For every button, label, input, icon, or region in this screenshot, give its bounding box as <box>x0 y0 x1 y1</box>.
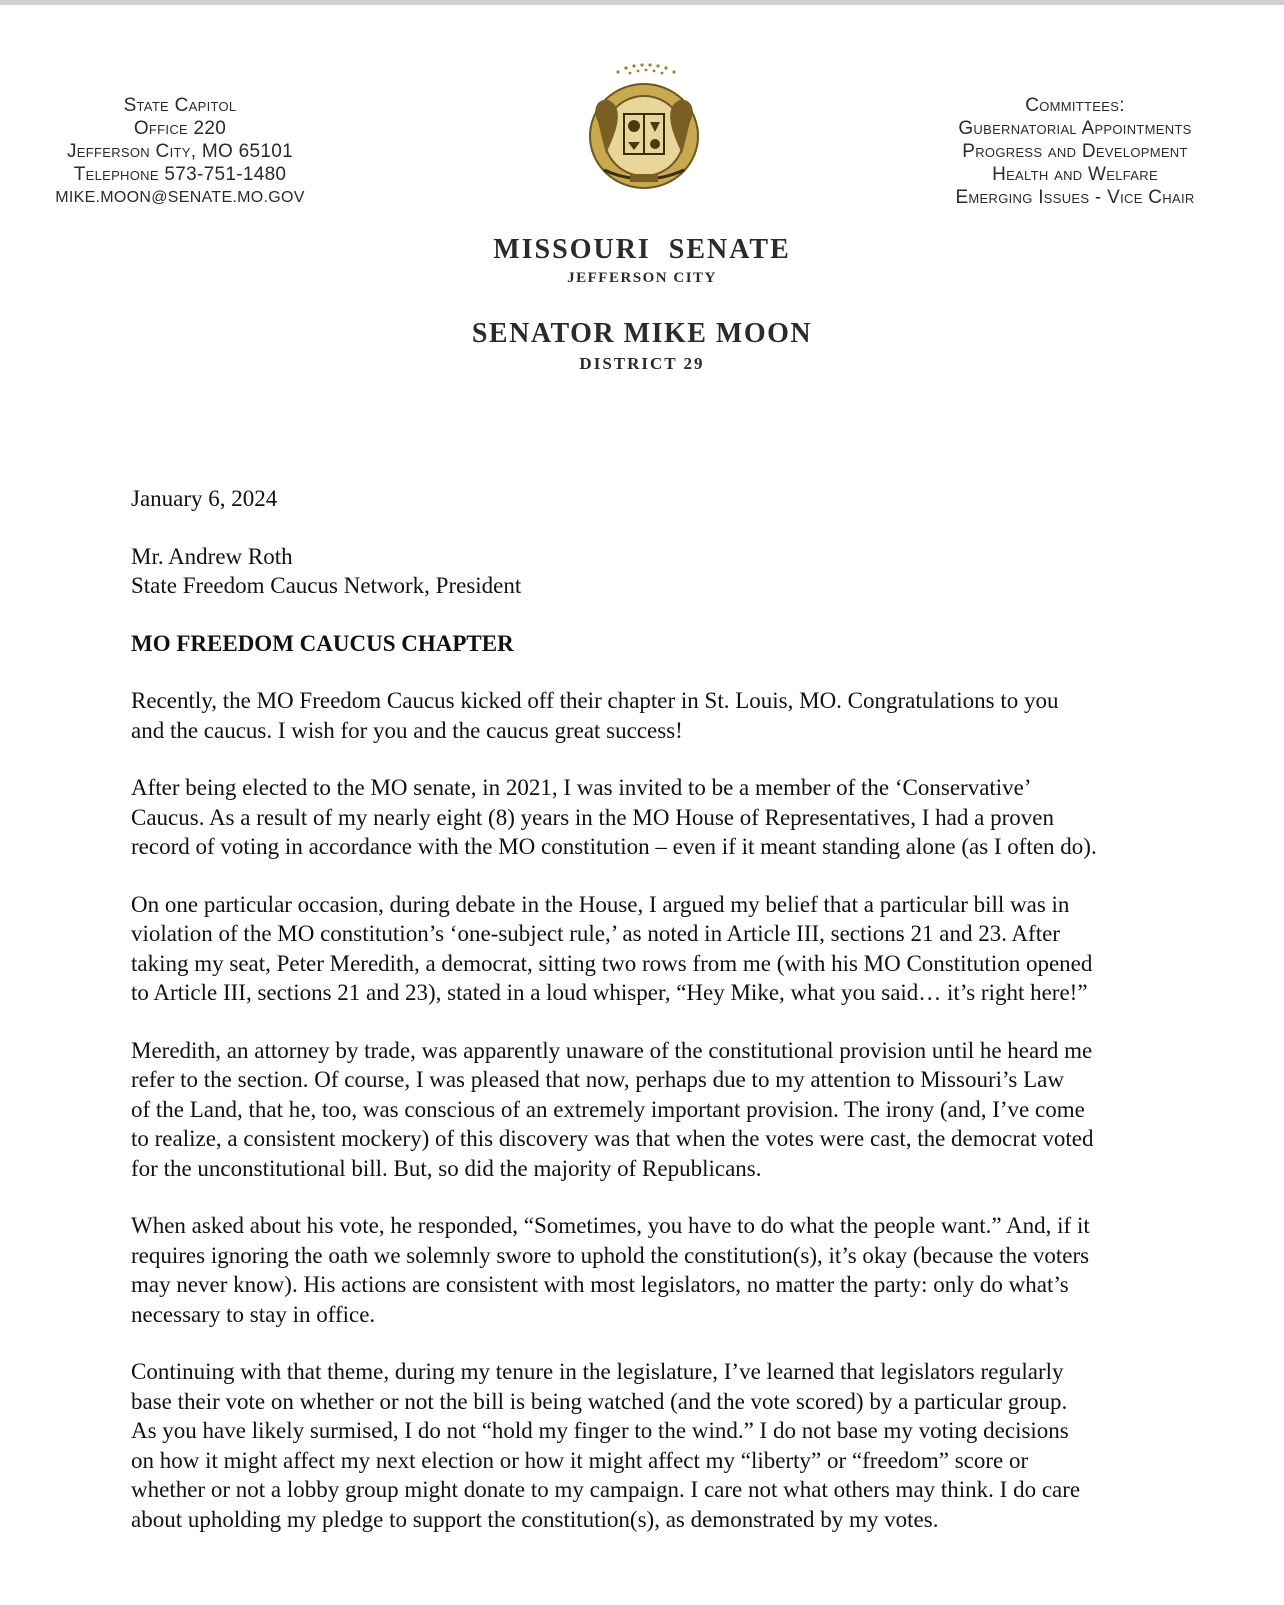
address-line: State Capitol <box>123 95 237 116</box>
paragraph <box>131 1211 1211 1329</box>
paragraph-line: about upholding my pledge to support the constitution(s), as demonstrated by my votes. <box>131 1506 939 1532</box>
paragraph <box>131 773 1211 862</box>
paragraph-line: Caucus. As a result of my nearly eight (8) years in the MO House of Representatives, I had a proven <box>131 804 1054 830</box>
committees-block <box>905 94 1245 209</box>
paragraph <box>131 1036 1211 1184</box>
address-line: Jefferson City, MO 65101 <box>67 141 293 162</box>
paragraph-line: When asked about his vote, he responded, “Sometimes, you have to do what the people want.” And, if it <box>131 1213 1090 1238</box>
letter-subject: MO FREEDOM CAUCUS CHAPTER <box>131 630 514 656</box>
paragraph-line: refer to the section. Of course, I was pleased that now, perhaps due to my attention to Missouri’s Law <box>131 1067 1064 1092</box>
recipient-name: Mr. Andrew Roth <box>131 543 293 569</box>
paragraph-line: record of voting in accordance with the MO constitution – even if it meant standing alone (as I often do). <box>131 834 1097 859</box>
missouri-state-seal-icon <box>578 62 710 194</box>
paragraph-line: Meredith, an attorney by trade, was apparently unaware of the constitutional provision until he heard me <box>131 1037 1093 1063</box>
paragraph-line: on how it might affect my next election or how it might affect my “liberty” or “freedom” score or <box>131 1447 1029 1473</box>
committee-item: Progress and Development <box>962 141 1188 162</box>
paragraph-line: As you have likely surmised, I do not “hold my finger to the wind.” I do not base my voting decisions <box>131 1418 1069 1443</box>
senator-heading: SENATOR MIKE MOON <box>471 318 813 349</box>
paragraph-line: whether or not a lobby group might donate to my campaign. I care not what others may think. I do care <box>131 1477 1081 1502</box>
recipient-title: State Freedom Caucus Network, President <box>131 573 522 598</box>
senate-heading: MISSOURI SENATE <box>493 234 791 265</box>
paragraph <box>131 890 1211 1008</box>
paragraph-line: requires ignoring the oath we solemnly swore to uphold the constitution(s), it’s okay (because the voters <box>131 1242 1090 1268</box>
paragraph-line: and the caucus. I wish for you and the caucus great success! <box>131 717 683 743</box>
email-line: MIKE.MOON@SENATE.MO.GOV <box>55 189 305 206</box>
district-heading: DISTRICT 29 <box>579 354 705 373</box>
committee-item: Emerging Issues - Vice Chair <box>955 187 1195 208</box>
paragraph-line: necessary to stay in office. <box>131 1301 376 1327</box>
office-address-block <box>20 94 340 209</box>
paragraph-line: to Article III, sections 21 and 23), stated in a loud whisper, “Hey Mike, what you said… it’s right here!” <box>131 980 1088 1005</box>
committees-heading: Committees: <box>1025 95 1125 116</box>
paragraph-line: Continuing with that theme, during my tenure in the legislature, I’ve learned that legislators regularly <box>131 1359 1064 1384</box>
paragraph-line: taking my seat, Peter Meredith, a democrat, sitting two rows from me (with his MO Constitution opened <box>131 950 1093 976</box>
paragraph-line: On one particular occasion, during debate in the House, I argued my belief that a particular bill was in <box>131 891 1070 917</box>
committee-item: Health and Welfare <box>992 164 1158 185</box>
paragraph <box>131 1357 1211 1534</box>
paragraph-line: After being elected to the MO senate, in 2021, I was invited to be a member of the ‘Conservative’ <box>131 775 1032 800</box>
paragraph-line: violation of the MO constitution’s ‘one-subject rule,’ as noted in Article III, sections 21 and 23. After <box>131 921 1060 946</box>
paragraph-line: for the unconstitutional bill. But, so did the majority of Republicans. <box>131 1155 762 1181</box>
recipient-block <box>131 542 1211 601</box>
paragraph-line: to realize, a consistent mockery) of this discovery was that when the votes were cast, the democrat voted <box>131 1126 1094 1151</box>
letter-body <box>131 484 1211 1562</box>
paragraph-line: base their vote on whether or not the bill is being watched (and the vote scored) by a particular group. <box>131 1388 1068 1414</box>
address-line: Telephone 573-751-1480 <box>73 164 287 185</box>
address-line: Office 220 <box>133 118 227 139</box>
scan-top-edge <box>0 0 1284 5</box>
paragraph-line: may never know). His actions are consistent with most legislators, no matter the party: only do what’s <box>131 1272 1069 1297</box>
paragraph-line: Recently, the MO Freedom Caucus kicked off their chapter in St. Louis, MO. Congratulations to you <box>131 688 1059 713</box>
paragraph <box>131 686 1211 745</box>
committee-item: Gubernatorial Appointments <box>958 118 1192 139</box>
city-heading: JEFFERSON CITY <box>567 270 717 286</box>
paragraph-line: of the Land, that he, too, was conscious of an extremely important provision. The irony (and, I’ve come <box>131 1096 1085 1122</box>
letter-date: January 6, 2024 <box>131 486 278 511</box>
